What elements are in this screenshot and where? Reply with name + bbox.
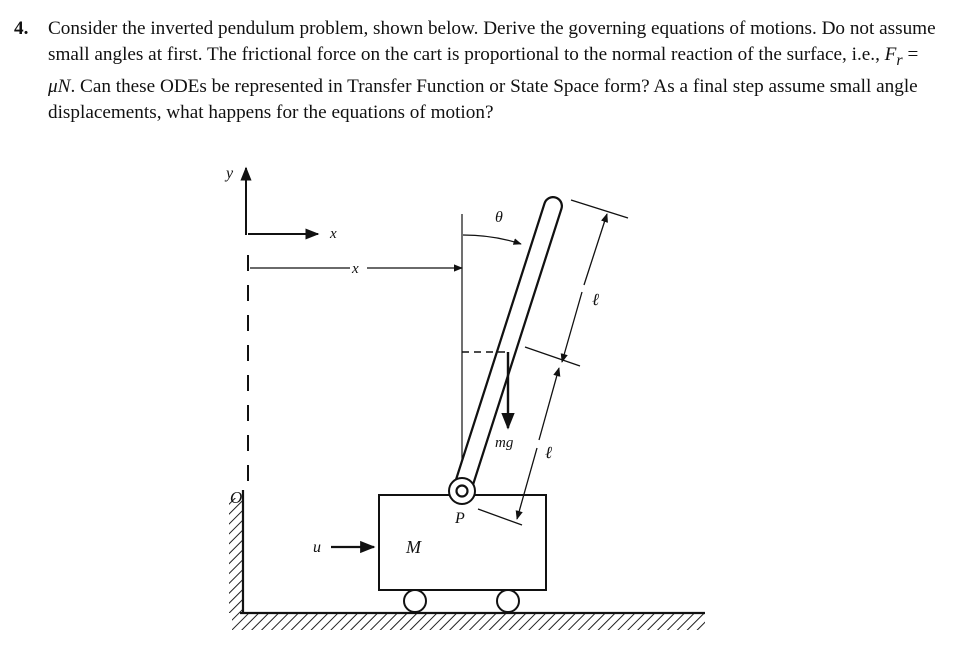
question-text-before: Consider the inverted pendulum problem, shown below. Derive the governing equations of motions. Do not assume small angles at first. The frictional force on the cart is proportional to the normal reaction of the surface, i.e.,	[48, 18, 936, 65]
length-lower-arrow-up	[539, 368, 559, 440]
formula-lhs: F	[884, 44, 897, 65]
dimension-tick-middle	[525, 347, 580, 366]
origin-label: O	[230, 488, 243, 507]
weight-label: mg	[495, 435, 514, 451]
theta-arc	[463, 235, 521, 244]
cart-mass-label: M	[406, 537, 421, 557]
formula-sub: r	[896, 51, 903, 69]
pivot-pin	[457, 486, 468, 497]
formula-rhs: μN	[48, 75, 71, 97]
dimension-tick-top	[571, 200, 628, 218]
wall-hatching	[229, 498, 242, 613]
formula-relation: =	[902, 44, 919, 65]
y-axis-label: y	[226, 165, 234, 182]
theta-label: θ	[495, 209, 503, 226]
cart-wheel-left	[404, 590, 426, 612]
question-number: 4.	[14, 18, 29, 39]
input-force-label: u	[313, 539, 321, 556]
pivot-label: P	[455, 510, 465, 527]
question-text-after: . Can these ODEs be represented in Transfer Function or State Space form? As a final step assume small angle displacements, what happens for the equations of motion?	[48, 75, 918, 123]
cart-wheel-right	[497, 590, 519, 612]
ground-hatching	[232, 613, 705, 630]
length-upper-arrow-down	[562, 292, 582, 362]
length-upper-label: ℓ	[592, 290, 600, 309]
x-axis-label: x	[330, 226, 337, 242]
length-upper-arrow-up	[584, 214, 607, 285]
x-position-label: x	[352, 261, 359, 277]
length-lower-label: ℓ	[545, 443, 553, 462]
